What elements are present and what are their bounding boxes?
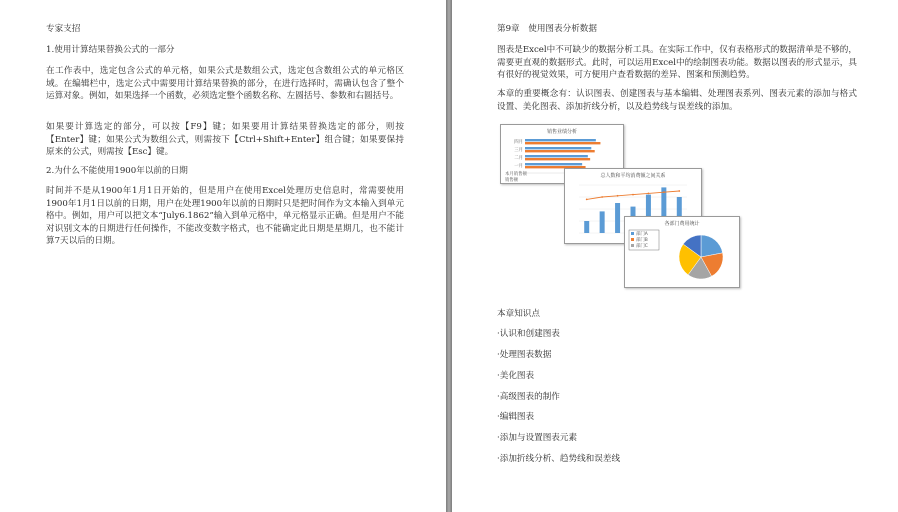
section2-title: 2.为什么不能使用1900年以前的日期 [46, 166, 188, 176]
chart1-legend-label: 销售额 [505, 178, 519, 183]
chart2-line-point [632, 194, 634, 196]
chart1-bar [525, 163, 582, 165]
chart2-line-point [678, 190, 680, 192]
knowledge-item: ·高级图表的制作 [497, 392, 560, 402]
chart1-bar [525, 150, 595, 152]
section1-paragraph1: 在工作表中，选定包含公式的单元格，如果公式是数组公式，选定包含数组公式的单元格区域。在编辑栏中，选定公式中需要用计算结果替换的部分，在进行选择时，需确认包含了整个运算对象。例如，如果选择一个函数，必须选定整个函数名称、左圆括号、参数和右圆括号。 [46, 66, 404, 102]
chart2-title: 总人数和平均消费额之间关系 [600, 173, 666, 179]
chart2-line-point [648, 193, 650, 195]
chart1-category-label: 三月 [514, 148, 523, 153]
knowledge-heading: 本章知识点 [497, 309, 540, 319]
chart2-line-point [586, 199, 588, 201]
concepts-paragraph: 本章的重要概念有：认识图表、创建图表与基本编辑、处理图表系列、图表元素的添加与格式设置、美化图表、添加折线分析，以及趋势线与误差线的添加。 [497, 89, 857, 112]
knowledge-item: ·美化图表 [497, 371, 535, 381]
knowledge-item: ·添加与设置图表元素 [497, 433, 578, 443]
chart2-bar [615, 203, 620, 233]
chart1-category-label: 四月 [514, 140, 523, 145]
knowledge-item: ·认识和创建图表 [497, 329, 560, 339]
intro-paragraph: 图表是Excel中不可缺少的数据分析工具。在实际工作中，仅有表格形式的数据清单是不够的，需要更直观的数据形式。此时，可以运用Excel中的绘制图表功能。数据以图表的形式显示，具有很好的视觉效果，可方便用户查看数据的差异、图案和预测趋势。 [497, 45, 857, 81]
knowledge-item: ·添加折线分析、趋势线和误差线 [497, 454, 621, 464]
chart1-bar [525, 142, 600, 144]
chart2-line-point [617, 195, 619, 197]
chart1-category-label: 一月 [514, 164, 523, 169]
chart1-bar [525, 147, 591, 149]
chart1-bar [525, 155, 588, 157]
chart3-legend-swatch [631, 238, 634, 241]
chart3-legend-swatch [631, 244, 634, 247]
chart3-title: 各部门费用统计 [664, 221, 700, 227]
pie-chart-svg [625, 217, 739, 287]
chart3-legend-label: 部门B [636, 238, 648, 243]
section2-paragraph: 时间并不是从1900年1月1日开始的，但是用户在使用Excel处理历史信息时，常需要使用1900年1月1日以前的日期，用户在处理1900年以前的日期时只是把时间作为文本输入到单元格中。例如，用户可以把文本“July6.1862”输入到单元格中，单元格显示正确。但是用户不能对识别文本的日期进行任何操作，不能改变数字格式，也不能确定此日期是星期几，也不能计算7天以后的日期。 [46, 186, 404, 247]
chapter-title: 第9章 使用图表分析数据 [497, 24, 597, 34]
chart3-legend-label: 部门C [636, 244, 648, 249]
chart2-line-point [663, 191, 665, 193]
chart2-line-point [601, 196, 603, 198]
chart3-legend-swatch [631, 232, 634, 235]
chart1-bar [525, 139, 596, 141]
knowledge-item: ·处理图表数据 [497, 350, 552, 360]
left-page [0, 0, 446, 512]
chart1-category-label: 二月 [514, 156, 523, 161]
chart1-legend-label: 本月销售额 [505, 172, 527, 177]
section1-paragraph2: 如果要计算选定的部分，可以按【F9】键；如果要用计算结果替换选定的部分，则按【Enter】键；如果公式为数组公式，则需按下【Ctrl+Shift+Enter】组合键；如果要保持原来的公式，则需按【Esc】键。 [46, 122, 404, 158]
chart1-bar [525, 158, 590, 160]
chart2-bar [584, 221, 589, 233]
page-header: 专家支招 [46, 24, 81, 34]
section1-title: 1.使用计算结果替换公式的一部分 [46, 45, 175, 55]
chart3-legend-label: 部门A [636, 232, 648, 237]
chart2-bar [600, 211, 605, 233]
chart-pie [624, 216, 740, 288]
right-page [452, 0, 898, 512]
chart1-title: 销售业绩分析 [546, 129, 578, 135]
knowledge-item: ·编辑图表 [497, 412, 535, 422]
